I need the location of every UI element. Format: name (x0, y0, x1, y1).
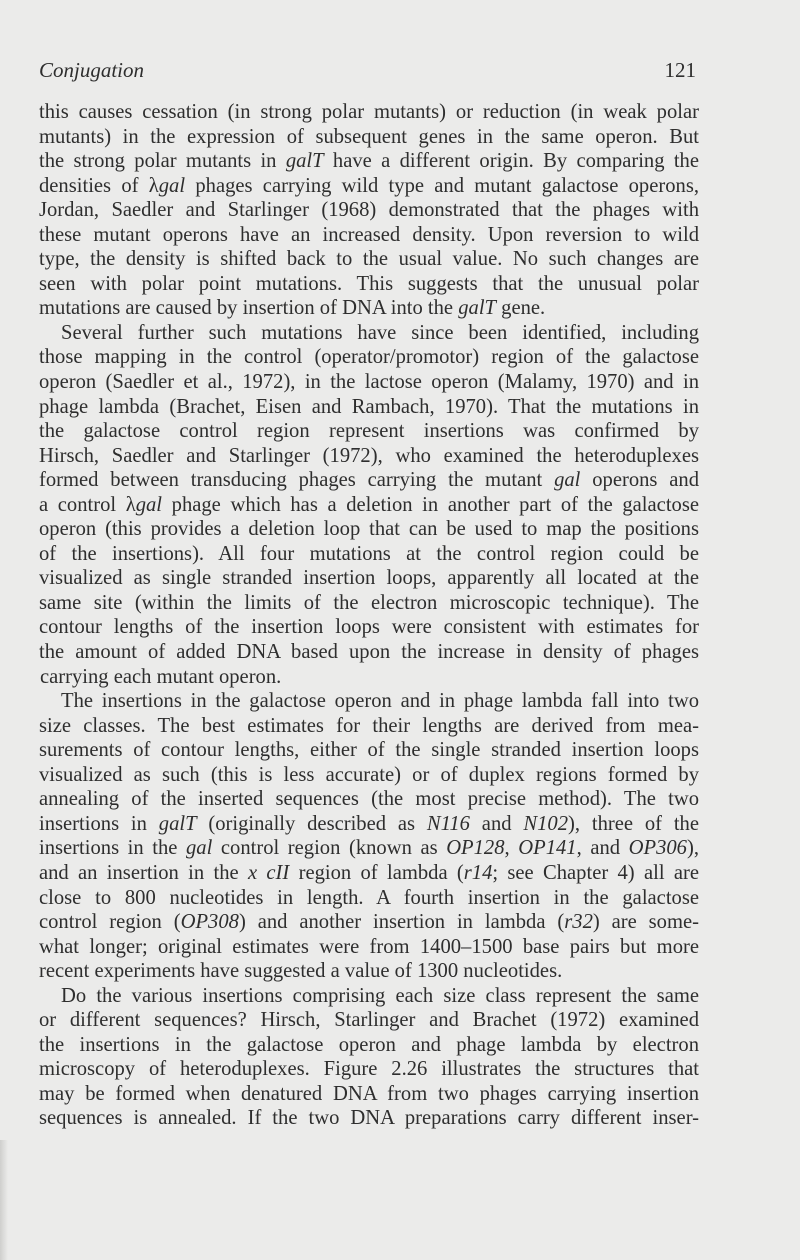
text-line: same site (within the limits of the electron microscopic technique). The (39, 591, 699, 614)
page-number: 121 (664, 58, 696, 82)
text-line: densities of λgal phages carrying wild type and mutant galactose operons, (39, 174, 699, 197)
text-line: and an insertion in the x cII region of lambda (r14; see Chapter 4) all are (39, 861, 699, 884)
text-line: the strong polar mutants in galT have a different origin. By comparing the (39, 150, 699, 173)
text-line: visualized as such (this is less accurate) or of duplex regions formed by (39, 763, 699, 786)
text-line: this causes cessation (in strong polar mutants) or reduction (in weak polar (39, 101, 699, 123)
paragraph-first-line: Do the various insertions comprising each size class represent the same (61, 984, 699, 1007)
body-text (39, 100, 699, 1131)
text-line: mutants) in the expression of subsequent genes in the same operon. But (39, 125, 699, 148)
text-line: formed between transducing phages carrying the mutant gal operons and (39, 469, 699, 492)
text-line: insertions in galT (originally described as N116 and N102), three of the (39, 812, 699, 835)
text-line: insertions in the gal control region (known as OP128, OP141, and OP306), (39, 837, 699, 860)
text-line: the galactose control region represent insertions was confirmed by (39, 420, 699, 443)
text-line: seen with polar point mutations. This suggests that the unusual polar (39, 272, 699, 295)
text-line: visualized as single stranded insertion loops, apparently all located at the (39, 567, 699, 590)
page-header (39, 58, 696, 86)
text-line: these mutant operons have an increased density. Upon reversion to wild (39, 223, 699, 246)
text-line: sequences is annealed. If the two DNA preparations carry different inser- (39, 1107, 699, 1130)
page-edge-shadow (0, 1140, 8, 1260)
text-line: surements of contour lengths, either of the single stranded insertion loops (39, 739, 699, 762)
text-line: contour lengths of the insertion loops were consistent with estimates for (39, 616, 699, 639)
text-line: operon (this provides a deletion loop that can be used to map the positions (39, 518, 699, 541)
running-head: Conjugation (39, 58, 145, 82)
text-line: mutations are caused by insertion of DNA into the galT gene. (39, 297, 546, 320)
text-line: close to 800 nucleotides in length. A fourth insertion in the galactose (39, 886, 699, 909)
text-line: a control λgal phage which has a deletion in another part of the galactose (39, 493, 699, 516)
text-line: annealing of the inserted sequences (the most precise method). The two (39, 788, 699, 811)
text-line: size classes. The best estimates for their lengths are derived from mea- (39, 714, 699, 737)
text-line: microscopy of heteroduplexes. Figure 2.26 illustrates the structures that (39, 1058, 699, 1081)
text-line: Hirsch, Saedler and Starlinger (1972), who examined the heteroduplexes (39, 444, 699, 467)
text-line: the amount of added DNA based upon the increase in density of phages (39, 641, 699, 664)
text-line: Jordan, Saedler and Starlinger (1968) demonstrated that the phages with (39, 199, 699, 222)
text-line: or different sequences? Hirsch, Starlinger and Brachet (1972) examined (39, 1009, 699, 1032)
text-line: carrying each mutant operon. (40, 665, 282, 688)
text-line: may be formed when denatured DNA from two phages carrying insertion (39, 1082, 699, 1105)
text-line: control region (OP308) and another insertion in lambda (r32) are some- (39, 911, 699, 934)
text-line: those mapping in the control (operator/promotor) region of the galactose (39, 346, 699, 369)
paragraph-first-line: Several further such mutations have since been identified, including (61, 321, 699, 344)
text-line: what longer; original estimates were from 1400–1500 base pairs but more (39, 935, 699, 958)
text-line: phage lambda (Brachet, Eisen and Rambach, 1970). That the mutations in (39, 395, 699, 418)
text-line: type, the density is shifted back to the usual value. No such changes are (39, 248, 699, 271)
text-line: the insertions in the galactose operon and phage lambda by electron (39, 1033, 699, 1056)
text-line: of the insertions). All four mutations at the control region could be (39, 542, 699, 565)
paragraph-first-line: The insertions in the galactose operon and in phage lambda fall into two (61, 690, 699, 713)
text-line: operon (Saedler et al., 1972), in the lactose operon (Malamy, 1970) and in (39, 371, 699, 394)
text-line: recent experiments have suggested a value of 1300 nucleotides. (39, 960, 563, 983)
